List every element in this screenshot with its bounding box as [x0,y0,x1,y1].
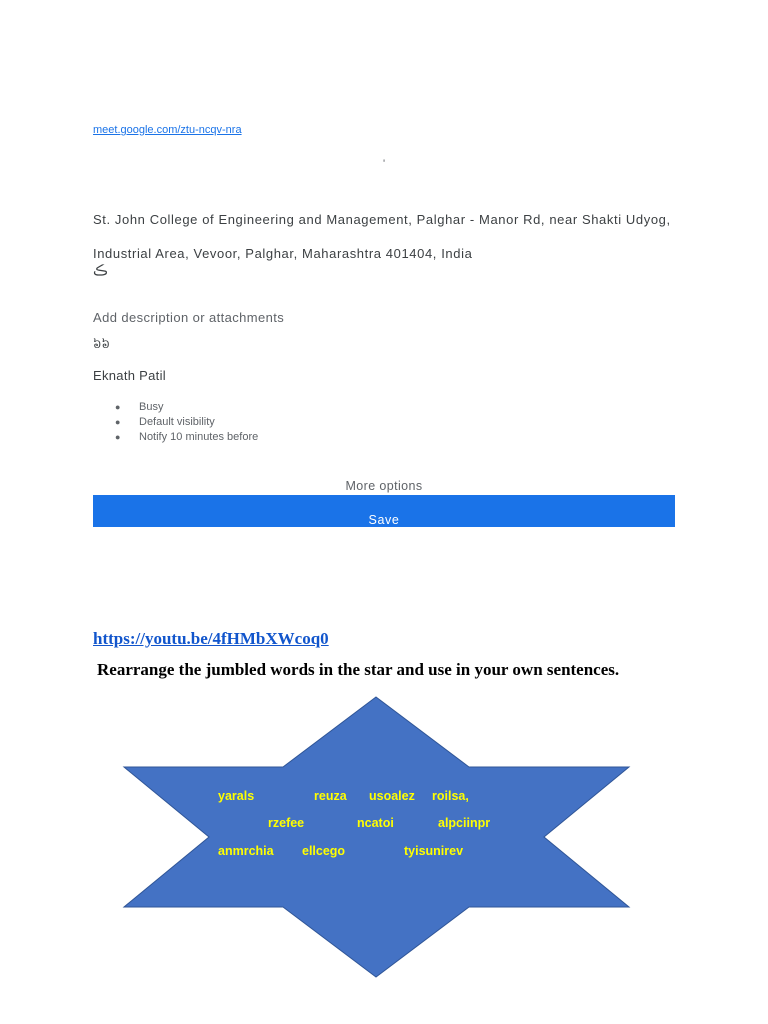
description-field[interactable]: Add description or attachments [93,310,285,325]
save-button[interactable]: Save [93,495,675,527]
location-line-1: St. John College of Engineering and Management, Palghar - Manor Rd, near Shakti Udyog, [93,212,671,227]
location-line-2: Industrial Area, Vevoor, Palghar, Maharashtra 401404, India [93,246,473,261]
jumbled-word: ncatoi [357,816,394,830]
tick-mark: ' [383,158,386,170]
jumbled-word: roilsa, [432,789,469,803]
jumbled-word: rzefee [268,816,305,830]
bullet: ● [115,402,121,412]
star-shape [124,697,629,977]
jumbled-word: ellcego [302,844,346,858]
meet-link[interactable]: meet.google.com/ztu-ncqv-nra [93,124,242,136]
jumbled-word: anmrchia [218,844,274,858]
location-icon: ڪ [93,262,108,278]
jumbled-word: alpciinpr [438,816,491,830]
worksheet-instruction: Rearrange the jumbled words in the star and use in your own sentences. [97,660,620,679]
jumbled-word: usoalez [369,789,415,803]
jumbled-word: yarals [218,789,255,803]
more-options-button[interactable]: More options [345,479,423,493]
organizer-icon: ៦៦ [93,337,110,351]
bullet: ● [115,432,121,442]
jumbled-word: reuza [314,789,347,803]
detail-label: Busy [139,401,164,413]
detail-label: Default visibility [139,416,215,428]
bullet: ● [115,417,121,427]
youtube-link[interactable]: https://youtu.be/4fHMbXWcoq0 [93,629,329,648]
detail-label: Notify 10 minutes before [139,431,259,443]
organizer-name: Eknath Patil [93,368,166,383]
jumbled-word: tyisunirev [404,844,464,858]
